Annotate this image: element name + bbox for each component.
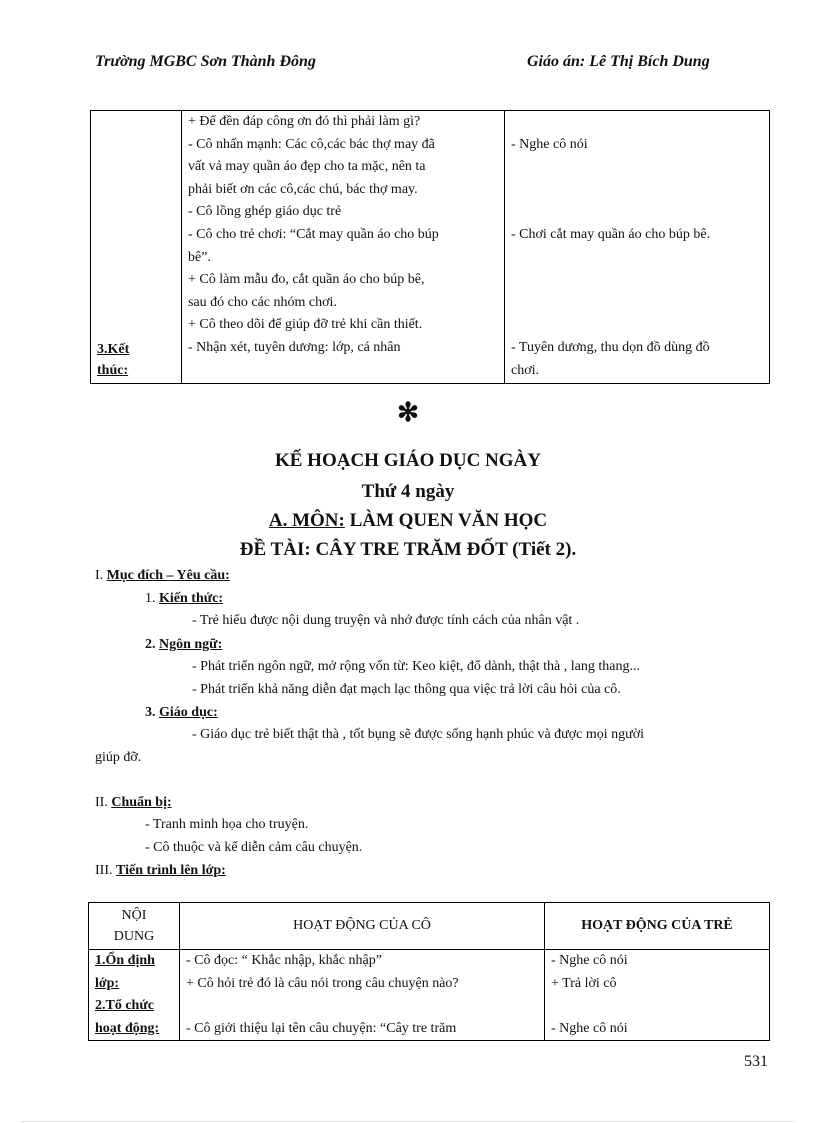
list-item: - Nghe cô nói xyxy=(551,953,628,968)
child-activity-cell xyxy=(545,950,770,1041)
list-item: - Nhận xét, tuyên dương: lớp, cá nhân xyxy=(188,339,401,355)
list-item: bê”. xyxy=(188,249,211,265)
list-item xyxy=(511,201,763,224)
list-item: - Chơi cắt may quần áo cho búp bê. xyxy=(511,226,711,242)
table-header-row xyxy=(89,903,770,950)
section-label: 2.Tổ chức xyxy=(95,998,154,1014)
list-item xyxy=(511,269,763,292)
section-heading xyxy=(95,568,230,584)
subsection-heading xyxy=(145,637,222,653)
section-heading xyxy=(95,795,172,811)
lesson-progress-table xyxy=(88,902,770,1041)
table-row xyxy=(89,950,770,1041)
body-text: - Phát triển khả năng diễn đạt mạch lạc thông qua việc trả lời câu hỏi của cô. xyxy=(192,682,621,697)
list-item xyxy=(511,292,763,315)
section-number: I. xyxy=(95,568,107,583)
teacher-name: Giáo án: Lê Thị Bích Dung xyxy=(527,53,710,70)
subsection-number: 2. xyxy=(145,637,159,652)
list-item: - Cô cho trẻ chơi: “Cắt may quần áo cho búp xyxy=(188,226,439,242)
list-item: - Cô giới thiệu lại tên câu chuyện: “Cây tre trăm xyxy=(186,1020,457,1036)
subsection-heading xyxy=(145,591,223,607)
child-activity-cell xyxy=(505,111,770,384)
column-header-line: NỘI xyxy=(121,908,147,923)
body-text: - Giáo dục trẻ biết thật thà , tốt bụng sẽ được sống hạnh phúc và được mọi người xyxy=(192,727,645,742)
list-item: - Cô lồng ghép giáo dục trẻ xyxy=(188,204,342,220)
column-header: HOẠT ĐỘNG CỦA CÔ xyxy=(180,903,545,950)
page-bottom-divider xyxy=(22,1121,794,1122)
column-header: HOẠT ĐỘNG CỦA TRẺ xyxy=(545,903,770,950)
subsection-title: Giáo dục: xyxy=(159,705,218,720)
list-item xyxy=(511,314,763,337)
list-item: - Nghe cô nói xyxy=(551,1020,628,1036)
list-item: chơi. xyxy=(511,362,540,378)
list-item xyxy=(511,247,763,270)
list-item xyxy=(511,179,763,202)
list-item: + Trả lời cô xyxy=(551,975,617,991)
subject-value: LÀM QUEN VĂN HỌC xyxy=(344,510,548,531)
school-name: Trường MGBC Sơn Thành Đông xyxy=(95,53,316,70)
table-row xyxy=(91,111,770,384)
list-item xyxy=(511,156,763,179)
body-text: - Tranh minh họa cho truyện. xyxy=(145,817,309,832)
body-text: - Cô thuộc và kể diễn cảm câu chuyện. xyxy=(145,840,363,855)
plan-date: Thứ 4 ngày xyxy=(361,481,455,502)
section-label: lớp: xyxy=(95,975,120,991)
subsection-number: 3. xyxy=(145,705,159,720)
page-number: 531 xyxy=(744,1053,768,1070)
list-item: + Để đền đáp công ơn đó thì phải làm gì? xyxy=(188,114,421,129)
section-title: Mục đích – Yêu cầu: xyxy=(106,568,230,583)
list-item: - Nghe cô nói xyxy=(511,136,588,152)
list-item: - Cô nhấn mạnh: Các cô,các bác thợ may đã xyxy=(188,136,435,152)
content-cell xyxy=(89,950,180,1041)
list-item: + Cô hỏi trẻ đó là câu nói trong câu chuyện nào? xyxy=(186,975,459,991)
subsection-number: 1. xyxy=(145,591,159,606)
list-item: - Cô đọc: “ Khắc nhập, khắc nhập” xyxy=(186,953,382,968)
body-text: - Trẻ hiểu được nội dung truyện và nhớ được tính cách của nhân vật . xyxy=(192,613,580,628)
list-item: sau đó cho các nhóm chơi. xyxy=(188,294,337,310)
list-item: + Cô làm mẫu đo, cắt quần áo cho búp bê, xyxy=(188,272,425,288)
teacher-activity-cell xyxy=(182,111,505,384)
column-header xyxy=(89,903,180,950)
section-label: 1.Ổn định xyxy=(95,953,155,968)
subject-line xyxy=(0,510,816,532)
list-item xyxy=(551,995,763,1018)
section-label: thúc: xyxy=(97,363,129,378)
list-item: phải biết ơn các cô,các chú, bác thợ may. xyxy=(188,181,418,197)
subject-label: A. MÔN: xyxy=(268,510,345,531)
list-item: vất vả may quần áo đẹp cho ta mặc, nên ta xyxy=(188,159,426,175)
section-number: III. xyxy=(95,863,116,878)
section-number: II. xyxy=(95,795,112,810)
list-item: + Cô theo dõi để giúp đỡ trẻ khi cần thiết. xyxy=(188,317,423,333)
teacher-activity-cell xyxy=(180,950,545,1041)
separator-symbol: ✻ xyxy=(397,398,419,427)
subsection-title: Kiến thức: xyxy=(159,591,224,606)
content-cell xyxy=(91,111,182,384)
plan-title: KẾ HOẠCH GIÁO DỤC NGÀY xyxy=(274,450,541,471)
activity-table-continued xyxy=(90,110,770,384)
section-heading xyxy=(95,863,226,879)
section-title: Tiến trình lên lớp: xyxy=(116,863,226,878)
section-label: hoạt động: xyxy=(95,1020,160,1036)
column-header-line: DUNG xyxy=(113,929,155,944)
list-item xyxy=(511,111,763,134)
topic-title: ĐỀ TÀI: CÂY TRE TRĂM ĐỐT (Tiết 2). xyxy=(239,539,577,560)
body-text: giúp đỡ. xyxy=(95,750,142,765)
subsection-heading xyxy=(145,705,218,721)
section-title: Chuẩn bị: xyxy=(111,795,172,810)
list-item: - Tuyên dương, thu dọn đồ dùng đồ xyxy=(511,339,710,355)
subsection-title: Ngôn ngữ: xyxy=(159,637,223,652)
body-text: - Phát triển ngôn ngữ, mở rộng vốn từ: Keo kiệt, đổ dành, thật thà , lang thang... xyxy=(192,659,640,674)
list-item xyxy=(186,995,538,1018)
section-label: 3.Kết xyxy=(97,342,130,357)
